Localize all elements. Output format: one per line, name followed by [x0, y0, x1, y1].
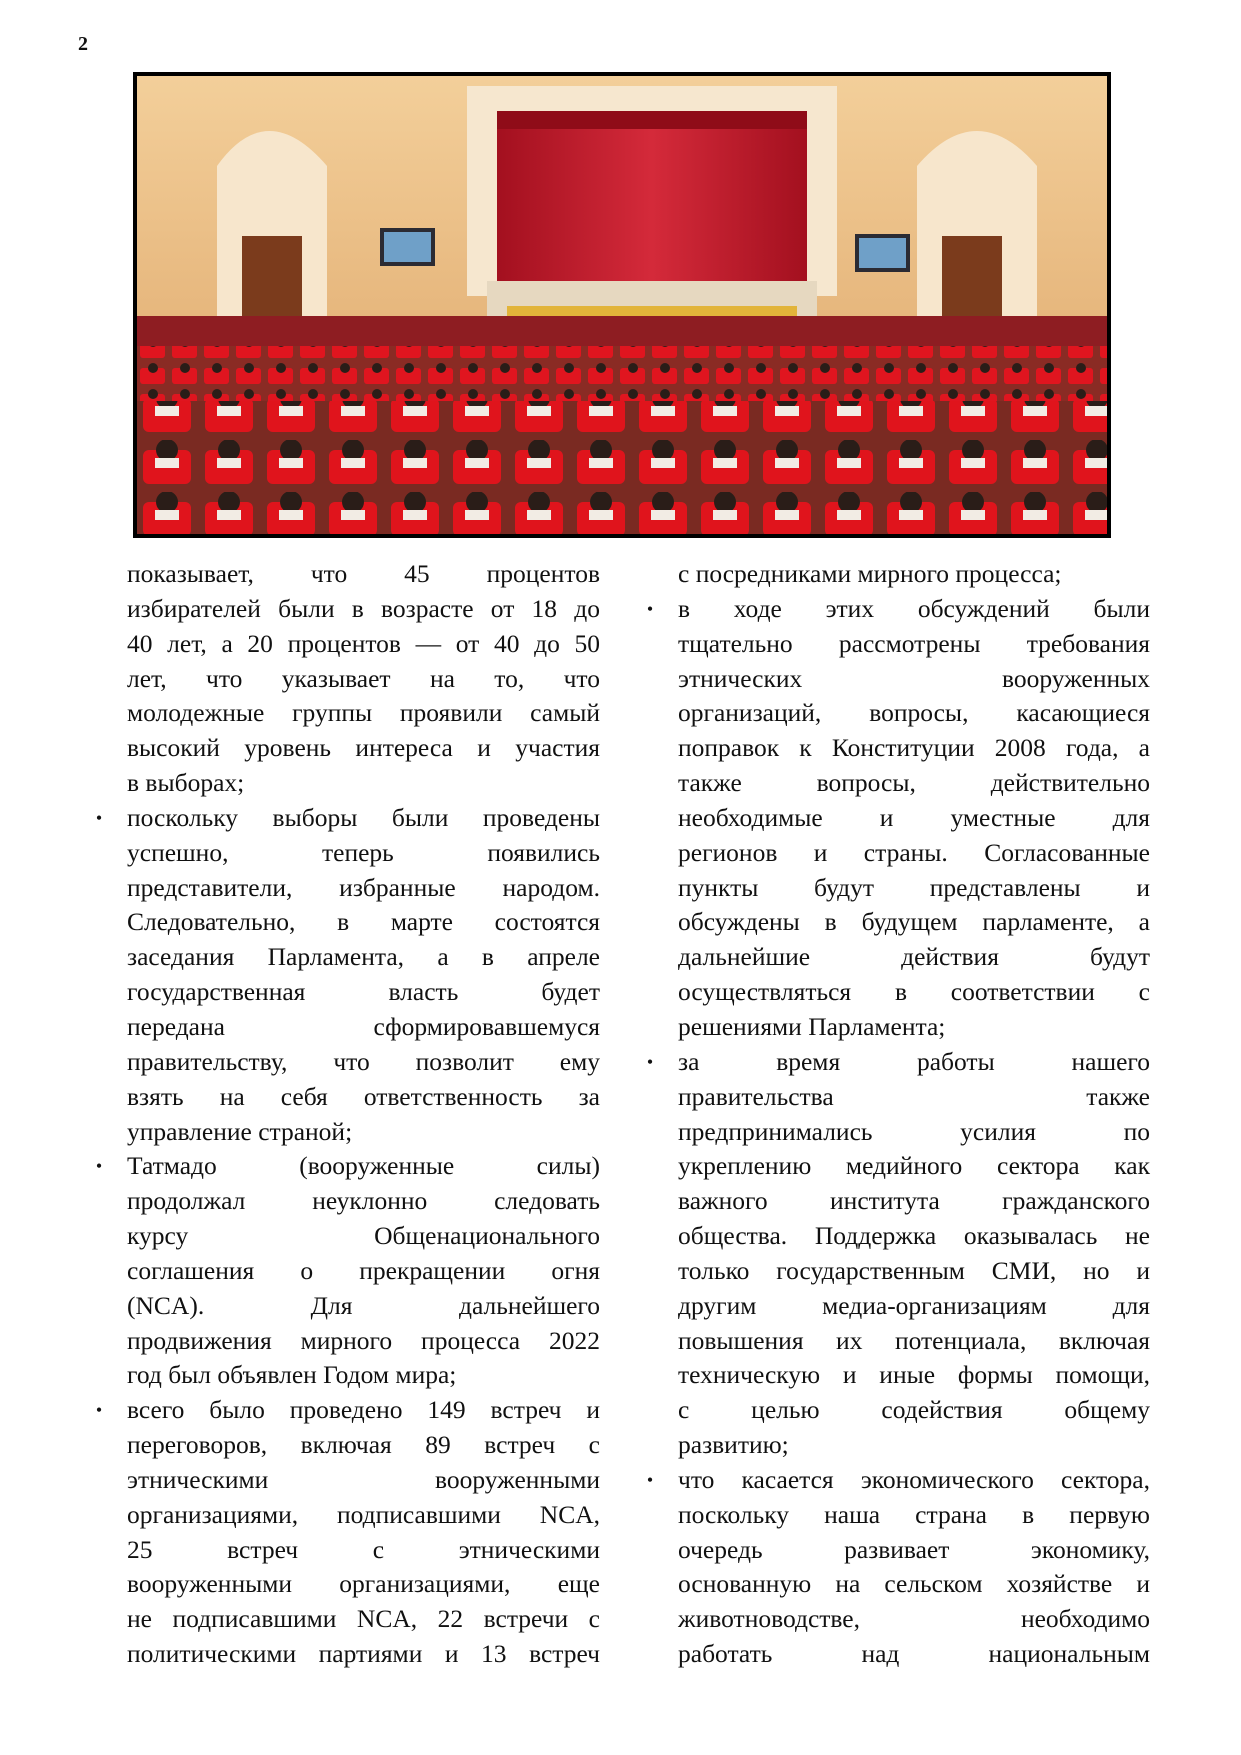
text-line: представители, избранные народом.: [127, 872, 600, 902]
text-line: дальнейшие действия будут: [678, 942, 1150, 972]
text-line: необходимые и уместные для: [678, 802, 1150, 832]
paragraph-continuation: [127, 557, 600, 801]
text-line: организаций, вопросы, касающиеся: [678, 698, 1150, 728]
text-line: заседания Парламента, а в апреле: [127, 942, 600, 972]
text-line: животноводстве, необходимо: [678, 1604, 1150, 1634]
text-line: не подписавшими NCA, 22 встречи с: [127, 1604, 600, 1634]
bullet-icon: •: [646, 598, 654, 619]
bullet-line-wrap: [646, 1463, 1150, 1498]
text-line: только государственным СМИ, но и: [678, 1255, 1150, 1285]
text-line: общества. Поддержка оказывалась не: [678, 1221, 1150, 1251]
bullet-item: [646, 1463, 1150, 1672]
text-line: правительства также: [678, 1081, 1150, 1111]
text-line: (NCA). Для дальнейшего: [127, 1290, 600, 1320]
text-line: за время работы нашего: [678, 1046, 1150, 1076]
text-line: правительству, что позволит ему: [127, 1046, 600, 1076]
bullet-icon: •: [95, 1400, 103, 1421]
text-line: передана сформировавшемуся: [127, 1011, 600, 1041]
text-line: с посредниками мирного процесса;: [678, 559, 1062, 588]
text-line: поправок к Конституции 2008 года, а: [678, 733, 1150, 763]
column-left: [95, 557, 600, 1672]
text-line: важного института гражданского: [678, 1186, 1150, 1216]
text-line: поскольку выборы были проведены: [127, 802, 600, 832]
text-line: что касается экономического сектора,: [678, 1464, 1150, 1494]
text-line: также вопросы, действительно: [678, 768, 1150, 798]
paragraph-continuation: [678, 557, 1150, 592]
text-line: поскольку наша страна в первую: [678, 1499, 1150, 1529]
text-line: другим медиа-организациям для: [678, 1290, 1150, 1320]
text-line: взять на себя ответственность за: [127, 1081, 600, 1111]
text-line: основанную на сельском хозяйстве и: [678, 1569, 1150, 1599]
text-line: работать над национальным: [678, 1639, 1150, 1669]
bullet-item: [95, 801, 600, 1149]
text-line: укреплению медийного сектора как: [678, 1151, 1150, 1181]
text-line: государственная власть будет: [127, 977, 600, 1007]
text-line: пункты будут представлены и: [678, 872, 1150, 902]
text-line: предпринимались усилия по: [678, 1116, 1150, 1146]
text-line: Татмадо (вооруженные силы): [127, 1151, 600, 1181]
text-line: политическими партиями и 13 встреч: [127, 1639, 600, 1669]
text-line: организациями, подписавшими NCA,: [127, 1499, 600, 1529]
bullet-item: [646, 1045, 1150, 1463]
text-line: лет, что указывает на то, что: [127, 663, 600, 693]
text-line: 40 лет, а 20 процентов — от 40 до 50: [127, 628, 600, 658]
bullet-icon: •: [95, 1156, 103, 1177]
text-line: 25 встреч с этническими: [127, 1534, 600, 1564]
text-line: этническими вооруженными: [127, 1464, 600, 1494]
text-line: тщательно рассмотрены требования: [678, 628, 1150, 658]
text-line: управление страной;: [127, 1116, 353, 1146]
bullet-line-wrap: [95, 1393, 600, 1428]
bullet-icon: •: [646, 1051, 654, 1072]
text-line: обсуждены в будущем парламенте, а: [678, 907, 1150, 937]
column-right: [646, 557, 1150, 1672]
text-line: Следовательно, в марте состоятся: [127, 907, 600, 937]
text-line: с целью содействия общему: [678, 1395, 1150, 1425]
text-line: повышения их потенциала, включая: [678, 1325, 1150, 1355]
text-line: продвижения мирного процесса 2022: [127, 1325, 600, 1355]
auditorium-photo: [133, 72, 1111, 538]
bullet-line-wrap: [646, 592, 1150, 627]
text-line: вооруженными организациями, еще: [127, 1569, 600, 1599]
bullet-item: [95, 1149, 600, 1393]
bullet-icon: •: [646, 1469, 654, 1490]
page-number: 2: [78, 33, 88, 55]
text-line: показывает, что 45 процентов: [127, 559, 600, 588]
bullet-item: [646, 592, 1150, 1045]
text-line: очередь развивает экономику,: [678, 1534, 1150, 1564]
text-line: год был объявлен Годом мира;: [127, 1360, 457, 1390]
text-line: регионов и страны. Согласованные: [678, 837, 1150, 867]
text-line: в выборах;: [127, 768, 245, 798]
text-line: техническую и иные формы помощи,: [678, 1360, 1150, 1390]
bullet-line-wrap: [646, 1045, 1150, 1080]
text-line: высокий уровень интереса и участия: [127, 733, 600, 763]
auditorium-photo-icon: [137, 76, 1107, 534]
text-line: переговоров, включая 89 встреч с: [127, 1430, 600, 1460]
text-line: всего было проведено 149 встреч и: [127, 1395, 600, 1425]
text-line: соглашения о прекращении огня: [127, 1255, 600, 1285]
bullet-icon: •: [95, 807, 103, 828]
text-line: осуществляться в соответствии с: [678, 977, 1150, 1007]
text-line: избирателей были в возрасте от 18 до: [127, 593, 600, 623]
text-line: решениями Парламента;: [678, 1011, 946, 1041]
text-line: развитию;: [678, 1430, 789, 1460]
text-line: курсу Общенационального: [127, 1221, 600, 1251]
text-line: успешно, теперь появились: [127, 837, 600, 867]
text-line: молодежные группы проявили самый: [127, 698, 600, 728]
text-line: в ходе этих обсуждений были: [678, 593, 1150, 623]
bullet-item: [95, 1393, 600, 1672]
text-line: этнических вооруженных: [678, 663, 1150, 693]
bullet-line-wrap: [95, 1149, 600, 1184]
bullet-line-wrap: [95, 801, 600, 836]
text-line: продолжал неуклонно следовать: [127, 1186, 600, 1216]
